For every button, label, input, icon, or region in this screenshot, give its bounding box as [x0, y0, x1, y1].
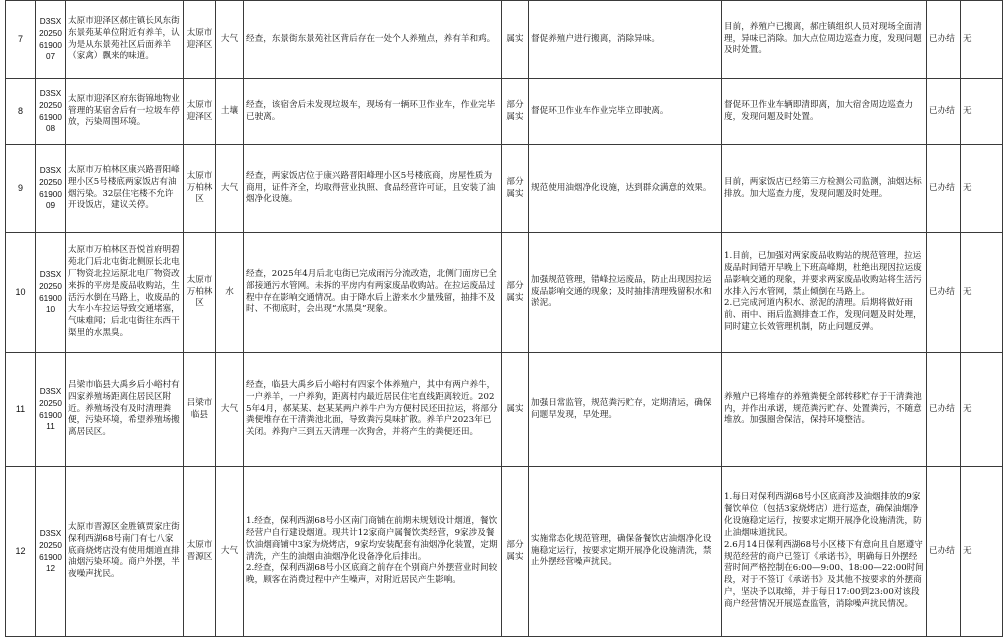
verification: 属实 [502, 353, 529, 467]
rectification-result: 目前，两家饭店已经第三方检测公司监测，油烟达标排放。加大巡查力度，发现问题及时处理。 [722, 145, 927, 233]
verification: 属实 [502, 1, 529, 79]
region: 太原市万柏林区 [184, 145, 216, 233]
region: 吕梁市临县 [184, 353, 216, 467]
rectification-result: 目前，养殖户已搬离，郝庄镇组织人员对现场全面清理，异味已消除。加大点位周边巡查力度，发现问题及时处置。 [722, 1, 927, 79]
verification: 部分属实 [502, 467, 529, 637]
table-row [6, 1, 1003, 79]
verification: 部分属实 [502, 233, 529, 353]
investigation: 经查，两家饭店位于康兴路晋阳峰理小区5号楼底商，房屋性质为商用，证件齐全，均取得营业执照、食品经营许可证，且安装了油烟净化设施。 [244, 145, 502, 233]
investigation: 经查，2025年4月后北屯街已完成雨污分流改造，北侧门面房已全部接通污水管网。未拆的平房内有两家废品收购站。在拉运废品过程中存在影响交通情况。由于降水后上游来水少量残留，抽排不及时、不彻底时，会出现“水黑臭”现象。 [244, 233, 502, 353]
rectification-plan: 规范使用油烟净化设施，达到群众满意的效果。 [529, 145, 722, 233]
pollution-type: 大气 [216, 467, 244, 637]
status: 已办结 [927, 79, 961, 145]
case-code: D3SX202506190009 [36, 145, 66, 233]
table-row [6, 353, 1003, 467]
table-row [6, 79, 1003, 145]
complaint-content: 太原市万柏林区吾悦首府明碧苑北门后北屯街北侧原长北电厂物资北拉运原北电厂物资改来拆的平房是废品收购站，生活污水倒在马路上，收废品的大车小车拉运导致交通堵塞，气味难闻；后北屯街往东西干渠里的水黑臭。 [66, 233, 184, 353]
investigation-item: 1.经查，保利西湖68号小区南门商铺在前期未规划设计烟道，餐饮经营户自行建设烟道。现共计12家商户属餐饮类经营，9家涉及餐饮油烟商铺中3家为烧烤店，9家均安装配套有油烟净化装置，定期清洗，产生的油烟由油烟净化设备净化后排出。 [246, 515, 498, 562]
row-number: 12 [6, 467, 36, 637]
pollution-type: 大气 [216, 353, 244, 467]
rectification-plan: 加强日常监管，规范粪污贮存，定期清运，确保问题早发现，早处理。 [529, 353, 722, 467]
complaint-table [5, 0, 1003, 637]
complaint-content: 吕梁市临县大禹乡后小峪村有四家养殖场距离住居民区附近。养殖场没有及时清理粪便，污染环境，希望养殖场搬离居民区。 [66, 353, 184, 467]
complaint-content: 太原市晋源区金胜镇贾家庄街保利西湖68号南门有七八家底商烧烤店没有使用烟道直排油烟污染环境。商户外摆，半夜噪声扰民。 [66, 467, 184, 637]
result-item: 1.每日对保利西湖68号小区底商涉及油烟排放的9家餐饮单位（包括3家烧烤店）进行巡查，确保油烟净化设施稳定运行，按要求定期开展净化设施清洗，防止油烟味道扰民。 [724, 492, 922, 538]
rectification-result: 养殖户已将堆存的养殖粪便全部转移贮存于干清粪池内，并作出承诺，规范粪污贮存、处置粪污，不随意堆放。加强圈舍保洁，保持环境整洁。 [722, 353, 927, 467]
accountability: 无 [961, 233, 1003, 353]
row-number: 7 [6, 1, 36, 79]
row-number: 8 [6, 79, 36, 145]
verification: 部分属实 [502, 79, 529, 145]
case-code: D3SX202506190011 [36, 353, 66, 467]
region: 太原市迎泽区 [184, 1, 216, 79]
case-code: D3SX202506190012 [36, 467, 66, 637]
row-number: 11 [6, 353, 36, 467]
verification: 部分属实 [502, 145, 529, 233]
rectification-plan: 加强规范管理，错峰拉运废品，防止出现因拉运废品影响交通的现象；及时抽排清理残留积水和淤泥。 [529, 233, 722, 353]
table-row [6, 145, 1003, 233]
investigation: 经查，临县大禹乡后小峪村有四家个体养殖户，其中有两户养牛，一户养羊，一户养狗，距离村内最近居民住宅直线距离较近。2025年4月，郝某某、赵某某两户养牛户为方便村民还田拉运，将部分粪便堆存在干清粪池北面，导致粪污臭味扩散。养羊户2023年已关闭。养狗户三到五天清理一次狗舍，并将产生的粪便还田。 [244, 353, 502, 467]
complaint-content: 太原市万柏林区康兴路晋阳峰理小区5号楼底两家饭店有油烟污染。32层住宅楼不允许开设饭店，建议关停。 [66, 145, 184, 233]
result-item: 2.6月14日保利西湖68号小区楼下有意向且自愿遵守规范经营的商户已签订《承诺书》，明确每日外摆经营时间严格控制在6:00—9:00、18:00—22:00时间段，对于不签订《承诺书》及其他不按要求的外摆商户，坚决予以取缔，并于每日17:00到23:00对该段商户经营情况开展巡查监管，消除噪声扰民情况。 [724, 539, 924, 609]
region: 太原市万柏林区 [184, 233, 216, 353]
case-code: D3SX202506190010 [36, 233, 66, 353]
accountability: 无 [961, 353, 1003, 467]
investigation: 经查，东景街东景苑社区背后存在一处个人养殖点，养有羊和鸡。 [244, 1, 502, 79]
case-code: D3SX202506190008 [36, 79, 66, 145]
rectification-result [722, 233, 927, 353]
rectification-result: 督促环卫作业车辆即清即离，加大宿舍周边巡查力度，发现问题及时处置。 [722, 79, 927, 145]
accountability: 无 [961, 467, 1003, 637]
table-row [6, 467, 1003, 637]
investigation-item: 2.经查，保利西湖68号小区底商之前存在个别商户外摆营业时间较晚，顾客在消费过程中产生噪声，对附近居民产生影响。 [246, 563, 498, 586]
case-code: D3SX202506190007 [36, 1, 66, 79]
row-number: 9 [6, 145, 36, 233]
status: 已办结 [927, 145, 961, 233]
row-number: 10 [6, 233, 36, 353]
region: 太原市晋源区 [184, 467, 216, 637]
result-item: 1.目前，已加强对两家废品收购站的规范管理，拉运废品时间错开早晚上下班高峰期，杜绝出现因拉运废品影响交通的现象，并要求两家废品收购站将生活污水排入污水管网，禁止倾倒在马路上。 [724, 250, 922, 297]
accountability: 无 [961, 145, 1003, 233]
rectification-plan: 督促环卫作业车作业完毕立即驶离。 [529, 79, 722, 145]
complaint-content: 太原市迎泽区府东街锦地物业管理的某宿舍后有一垃圾车停放，污染周围环境。 [66, 79, 184, 145]
investigation [244, 467, 502, 637]
pollution-type: 大气 [216, 145, 244, 233]
table-row [6, 233, 1003, 353]
result-item: 2.已完成河道内积水、淤泥的清理。后期将做好雨前、雨中、雨后监测排查工作，发现问题及时处理，同时建立长效管理机制，防止问题反弹。 [724, 298, 922, 333]
complaint-content: 太原市迎泽区郝庄镇长风东街东景苑某单位附近有养羊，认为是从东景苑社区后面养羊（家禽）飘来的味道。 [66, 1, 184, 79]
status: 已办结 [927, 467, 961, 637]
status: 已办结 [927, 233, 961, 353]
pollution-type: 大气 [216, 1, 244, 79]
region: 太原市迎泽区 [184, 79, 216, 145]
investigation: 经查，该宿舍后未发现垃圾车，现场有一辆环卫作业车，作业完毕已驶离。 [244, 79, 502, 145]
rectification-plan: 督促养殖户进行搬离，消除异味。 [529, 1, 722, 79]
rectification-plan: 实施常态化规范管理，确保备餐饮店油烟净化设施稳定运行，按要求定期开展净化设施清洗，禁止外摆经营噪声扰民。 [529, 467, 722, 637]
pollution-type: 水 [216, 233, 244, 353]
accountability: 无 [961, 1, 1003, 79]
status: 已办结 [927, 1, 961, 79]
accountability: 无 [961, 79, 1003, 145]
rectification-result [722, 467, 927, 637]
pollution-type: 土壤 [216, 79, 244, 145]
status: 已办结 [927, 353, 961, 467]
